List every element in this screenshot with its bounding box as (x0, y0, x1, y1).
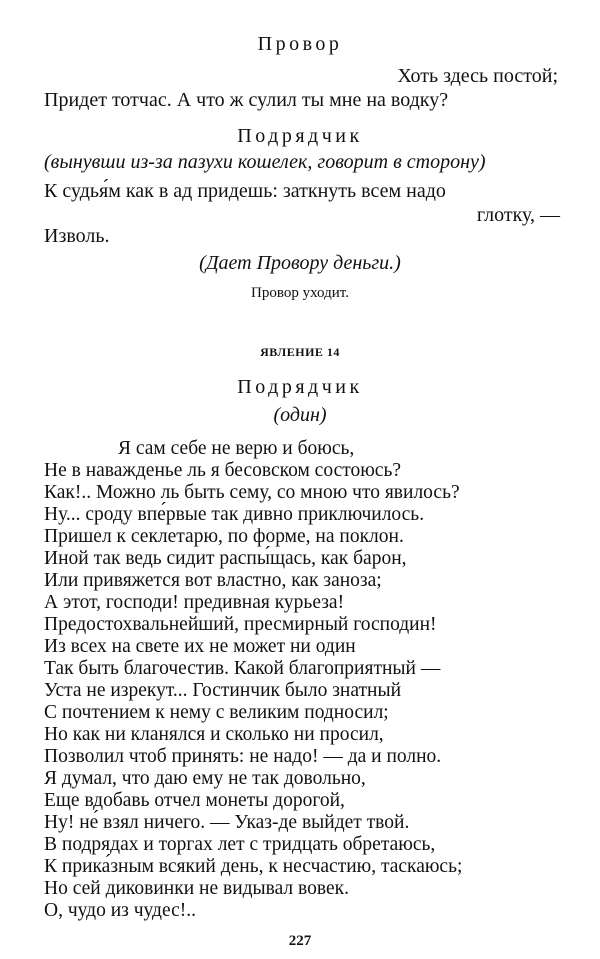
verse-line: Как!.. Можно ль быть сему, со мною что явилось? (44, 482, 460, 503)
verse-line: Уста не изрекут... Гостинчик было знатный (44, 680, 402, 701)
verse-line: Еще вдобавь отчел монеты дорогой, (44, 790, 345, 811)
verse-line: Пришел к секлетарю, по форме, на поклон. (44, 526, 404, 547)
verse-line: Изволь. (44, 225, 110, 247)
verse-line: Позволил чтоб принять: не надо! — да и полно. (44, 746, 442, 767)
verse-line: Ну! не́ взял ничего. — Указ-де выйдет твой. (44, 812, 410, 833)
page-number: 227 (288, 933, 312, 949)
stage-direction: (Дает Провору деньги.) (199, 252, 401, 274)
speaker-podryadchik: Подрядчик (237, 125, 363, 147)
verse-line: Но сей диковинки не видывал вовек. (44, 878, 349, 899)
verse-line-wrap: глотку, — (476, 204, 560, 226)
stage-direction: (вынувши из-за пазухи кошелек, говорит в сторону) (44, 151, 486, 173)
verse-line: Из всех на свете их не может ни один (44, 636, 356, 657)
verse-line: Так быть благочестив. Какой благоприятный — (44, 658, 441, 679)
verse-line: В подрядах и торгах лет с тридцать обретаюсь, (44, 834, 436, 855)
verse-line-continuation: Хоть здесь постой; (397, 65, 558, 87)
speaker-provor: Провор (257, 33, 343, 55)
verse-line: Ну... сроду впе́рвые так дивно приключилось. (44, 504, 425, 525)
verse-line: Не в наважденье ль я бесовском состоюсь? (44, 460, 402, 481)
verse-line: Иной так ведь сидит распы́щась, как барон, (44, 548, 407, 569)
verse-line: К прика́зным всякий день, к несчастию, таскаюсь; (44, 856, 463, 877)
scene-heading: ЯВЛЕНИЕ 14 (260, 345, 340, 359)
stage-direction: (один) (273, 404, 327, 426)
verse-line: Но как ни кланялся и сколько ни просил, (44, 724, 384, 745)
verse-line: Я сам себе не верю и боюсь, (118, 438, 355, 459)
verse-line: А этот, господи! предивная курьеза! (44, 592, 345, 613)
verse-line: С почтением к нему с великим подносил; (44, 702, 389, 723)
verse-line: К судья́м как в ад придешь: заткнуть всем надо (44, 180, 446, 202)
verse-line: О, чудо из чудес!.. (44, 900, 197, 921)
verse-line: Я думал, что даю ему не так довольно, (44, 768, 366, 789)
verse-line: Предостохвальнейший, пресмирный господин! (44, 614, 437, 635)
exit-note: Провор уходит. (251, 285, 349, 301)
verse-line: Придет тотчас. А что ж сулил ты мне на водку? (44, 89, 449, 111)
speaker-podryadchik: Подрядчик (237, 376, 363, 398)
verse-line: Или привяжется вот властно, как заноза; (44, 570, 382, 591)
